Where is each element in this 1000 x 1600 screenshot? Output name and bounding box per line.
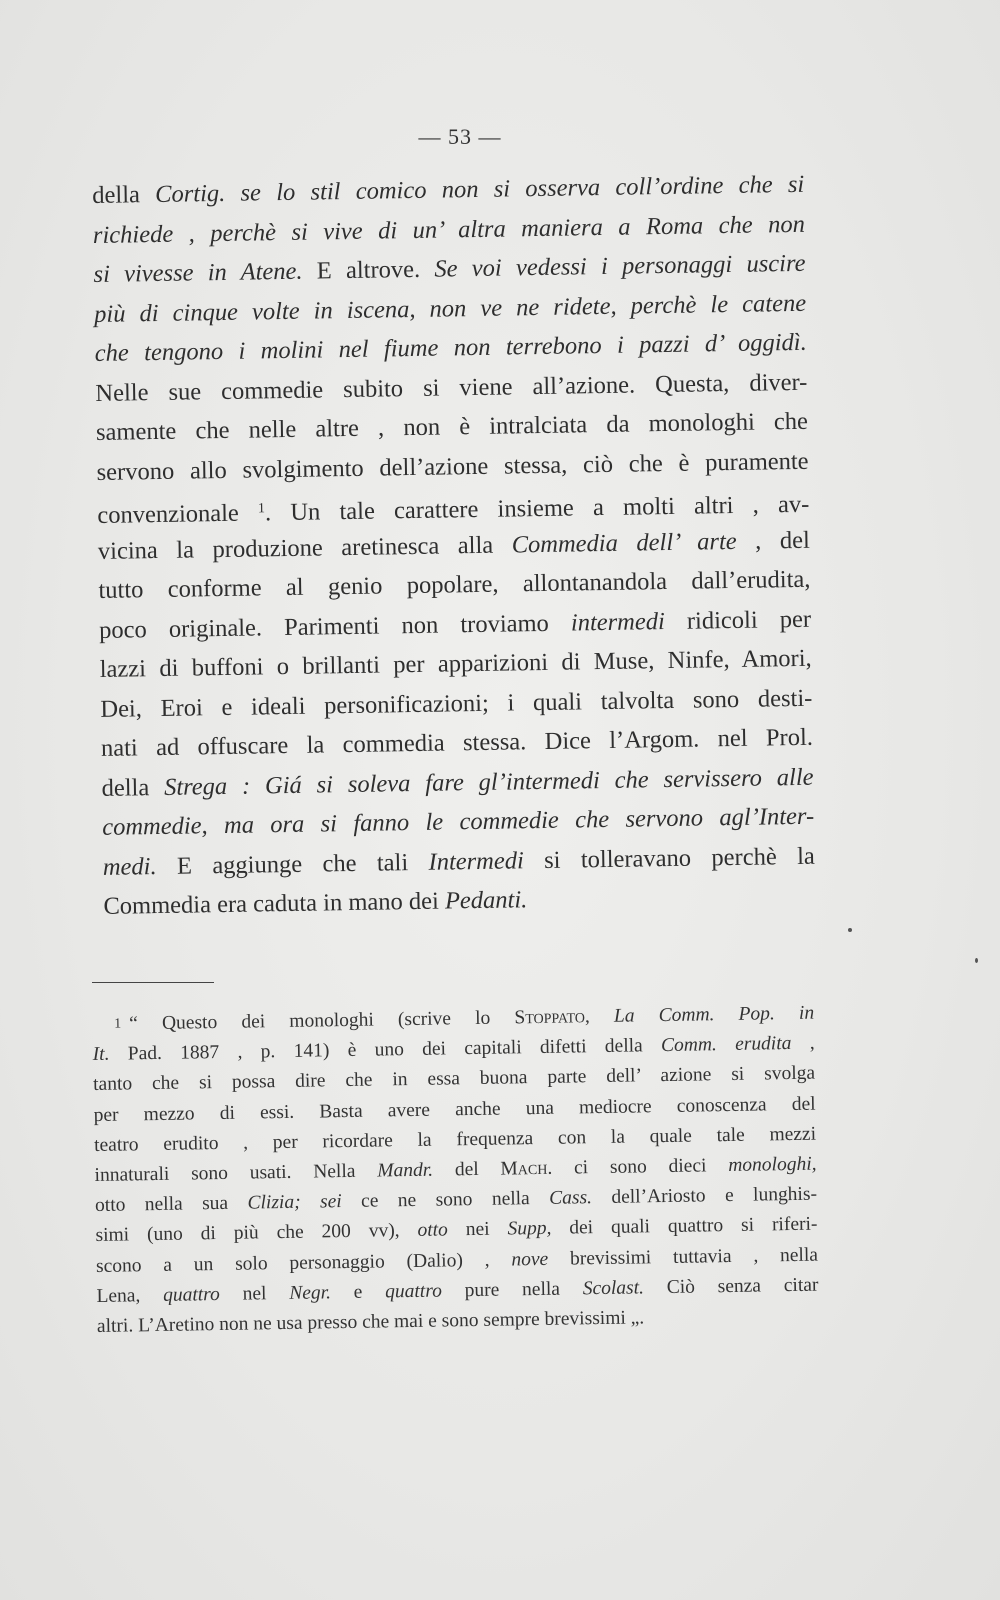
paper-speck: [848, 928, 852, 932]
text-run: vicina la produzione aretinesca alla: [97, 530, 512, 565]
text-run: [590, 1006, 614, 1027]
text-run: nati ad offuscare la commedia stessa. Dice l’Argom. nel Prol.: [100, 723, 814, 762]
italic-text: Pedanti.: [444, 886, 528, 915]
italic-text: quattro: [162, 1283, 220, 1306]
text-run: nel: [219, 1282, 290, 1305]
paper-speck: [975, 958, 978, 963]
text-run: Nelle sue commedie subito si viene all’azione. Questa, diver-: [95, 368, 808, 407]
text-run: dell’Ariosto e lunghis-: [591, 1183, 818, 1209]
text-run: tutto conforme al genio popolare, allontanandola dall’erudita,: [98, 565, 811, 604]
italic-text: Cortig. se lo stil comico non si osserva coll’ordine che si: [154, 170, 805, 209]
italic-text: si vivesse in Atene.: [93, 257, 303, 288]
italic-text: It.: [92, 1043, 110, 1066]
text-run: Pad. 1887 , p. 141) è uno dei capitali difetti della: [109, 1035, 662, 1065]
text-run: ce ne sono nella: [341, 1187, 550, 1213]
text-run: Ciò senza citar: [643, 1274, 819, 1299]
body-text: [92, 165, 816, 927]
italic-text: Scolast.: [582, 1277, 645, 1300]
italic-text: monologhi,: [728, 1153, 817, 1176]
italic-text: Strega : Giá si soleva fare gl’intermedi che servissero alle: [163, 763, 814, 801]
small-caps-text: Mach.: [500, 1157, 553, 1180]
small-caps-text: Stoppato,: [514, 1006, 590, 1029]
text-run: servono allo svolgimento dell’azione stessa, ciò che è puramente: [96, 447, 809, 486]
text-run: del: [432, 1158, 501, 1181]
footnote-separator: [92, 982, 214, 983]
text-run: ci sono dieci: [552, 1154, 729, 1179]
text-run: E aggiunge che tali: [156, 848, 429, 880]
italic-text: quattro: [384, 1280, 443, 1303]
italic-text: intermedi: [570, 607, 666, 637]
text-run: Lena,: [96, 1284, 164, 1307]
italic-text: Cass.: [548, 1187, 593, 1209]
italic-text: più di cinque volte in iscena, non ve ne ridete, perchè le catene: [93, 289, 807, 328]
italic-text: otto: [417, 1219, 449, 1242]
text-run: della: [92, 181, 156, 209]
italic-text: Comm. erudita: [660, 1033, 792, 1057]
text-run: E altrove.: [302, 255, 435, 285]
italic-text: che tengono i molini nel fiume non terrebono i pazzi d’ oggidì.: [94, 328, 807, 367]
text-run: “ Questo dei monologhi (scrive lo: [129, 1007, 515, 1035]
text-run: e: [330, 1281, 386, 1303]
text-run: innaturali sono usati. Nella: [94, 1160, 378, 1186]
text-run: per mezzo di essi. Basta avere anche una mediocre conoscenza del: [93, 1093, 816, 1126]
text-run: , del: [736, 526, 811, 555]
text-run: Commedia era caduta in mano dei: [103, 887, 446, 920]
text-run: dei quali quattro si riferi-: [551, 1213, 818, 1240]
text-run: ridicoli per: [664, 605, 812, 635]
italic-text: Supp,: [507, 1218, 552, 1240]
text-run: brevissimi tuttavia , nella: [548, 1244, 819, 1270]
text-run: pure nella: [441, 1278, 583, 1302]
text-run: teatro erudito , per ricordare la frequenza con la quale tale mezzi: [93, 1123, 817, 1156]
text-run: simi (uno di più che 200 vv),: [95, 1220, 418, 1247]
italic-text: richiede , perchè si vive di un’ altra maniera a Roma che non: [92, 210, 806, 249]
text-run: si tolleravano perchè la: [523, 842, 815, 874]
text-run: Dei, Eroi e ideali personificazioni; i quali talvolta sono desti-: [100, 684, 813, 723]
italic-text: Clizia; sei: [247, 1191, 342, 1214]
footnote: [92, 999, 819, 1342]
text-run: samente che nelle altre , non è intralciata da monologhi che: [95, 407, 809, 446]
italic-text: nove: [511, 1248, 549, 1270]
italic-text: medi.: [102, 852, 157, 881]
italic-text: Mandr.: [377, 1159, 434, 1182]
text-run: altri. L’Aretino non ne usa presso che mai e sono sempre brevissimi „.: [96, 1307, 645, 1337]
text-run: lazzi di buffoni o brillanti per apparizioni di Muse, Ninfe, Amori,: [99, 644, 812, 683]
italic-text: Negr.: [289, 1281, 332, 1304]
text-run: convenzionale: [97, 499, 259, 529]
text-run: nei: [447, 1218, 508, 1241]
text-run: poco originale. Parimenti non troviamo: [98, 609, 572, 644]
text-run: otto nella sua: [94, 1192, 248, 1217]
italic-text: Intermedi: [428, 846, 524, 876]
italic-text: La Comm. Pop. in: [613, 1002, 815, 1027]
text-run: tanto che si possa dire che in essa buona parte dell’ azione si svolga: [93, 1063, 816, 1096]
text-run: della: [101, 773, 165, 802]
footnote-number: 1: [114, 1016, 122, 1032]
italic-text: Se voi vedessi i personaggi uscire: [434, 249, 806, 283]
italic-text: Commedia dell’ arte: [511, 527, 737, 558]
footnote-reference: 1: [257, 501, 266, 517]
page-number: — 53 —: [418, 124, 502, 149]
text-run: scono a un solo personaggio (Dalio) ,: [95, 1248, 512, 1277]
text-run: ,: [791, 1032, 815, 1055]
text-run: . Un tale carattere insieme a molti altri , av-: [264, 490, 810, 527]
italic-text: commedie, ma ora si fanno le commedie che servono agl’Inter-: [102, 802, 815, 841]
